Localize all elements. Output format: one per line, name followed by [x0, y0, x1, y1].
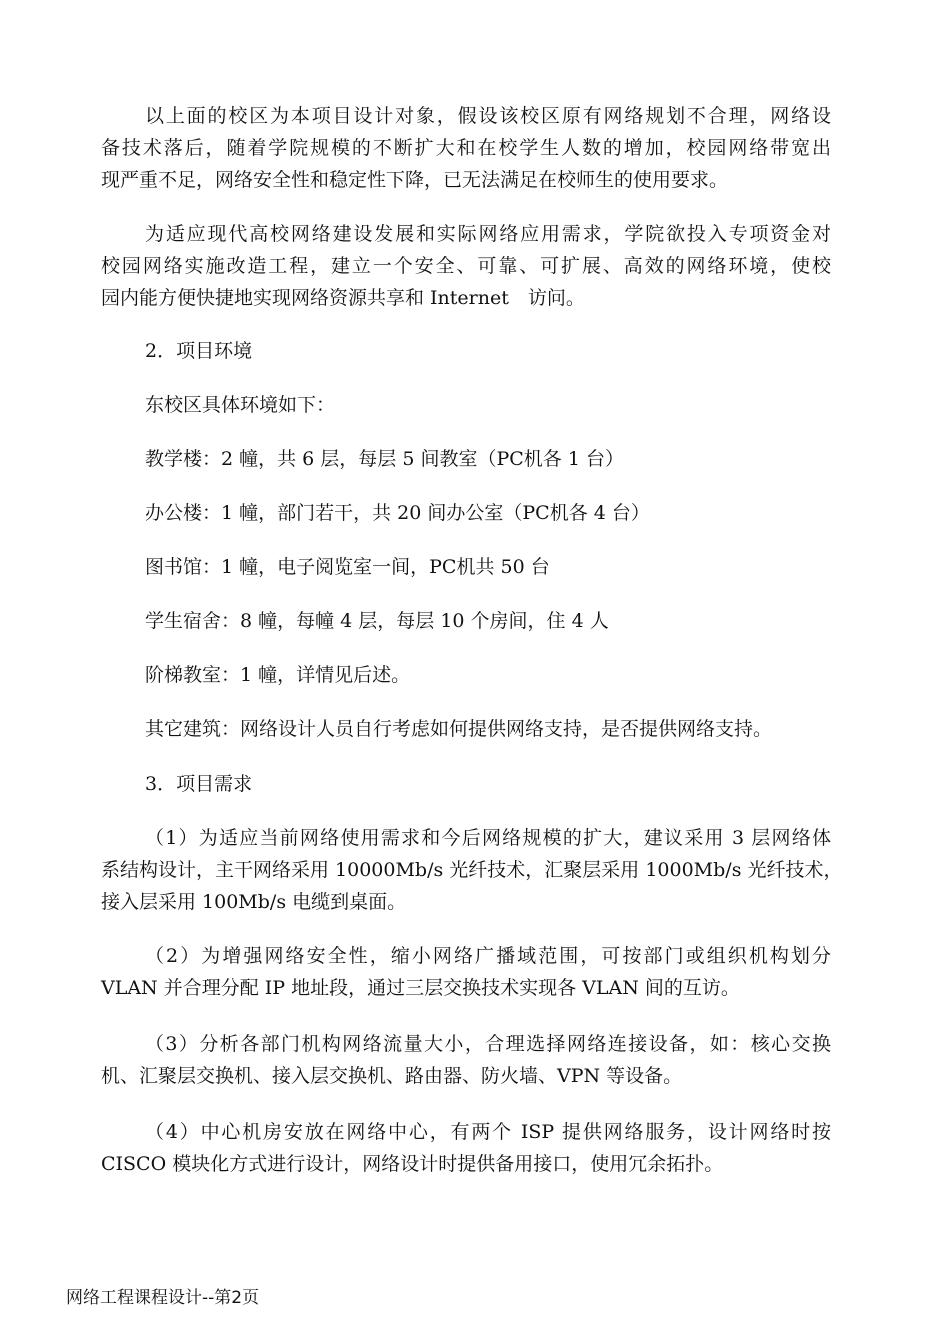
environment-item: 其它建筑：网络设计人员自行考虑如何提供网络支持，是否提供网络支持。 — [145, 718, 773, 740]
paragraph-project-goal — [101, 218, 831, 314]
requirement-2 — [101, 940, 831, 1004]
text-line: 园内能方便快捷地实现网络资源共享和 Internet 访问。 — [101, 287, 585, 309]
text-line: 系结构设计，主干网络采用 10000Mb/s 光纤技术，汇聚层采用 1000Mb/s 光纤技术， — [101, 859, 843, 881]
environment-item: 阶梯教室：1 幢，详情见后述。 — [145, 664, 411, 686]
paragraph-project-background — [101, 100, 831, 196]
text-line: 接入层采用 100Mb/s 电缆到桌面。 — [101, 891, 407, 913]
environment-item: 教学楼：2 幢，共 6 层，每层 5 间教室（PC机各 1 台） — [145, 448, 624, 470]
environment-item: 学生宿舍：8 幢，每幢 4 层，每层 10 个房间，住 4 人 — [145, 610, 609, 632]
requirement-1 — [101, 822, 843, 918]
environment-item: 图书馆：1 幢，电子阅览室一间，PC机共 50 台 — [145, 556, 550, 578]
text-line: 校园网络实施改造工程，建立一个安全、可靠、可扩展、高效的网络环境，使校 — [101, 255, 831, 277]
text-line: （1）为适应当前网络使用需求和今后网络规模的扩大，建议采用 3 层网络体 — [145, 827, 831, 849]
text-line: 机、汇聚层交换机、接入层交换机、路由器、防火墙、VPN 等设备。 — [101, 1065, 683, 1087]
text-line: 备技术落后，随着学院规模的不断扩大和在校学生人数的增加，校园网络带宽出 — [101, 137, 831, 159]
text-line: VLAN 并合理分配 IP 地址段，通过三层交换技术实现各 VLAN 间的互访。 — [101, 977, 740, 999]
section-heading-requirements: 3．项目需求 — [145, 773, 253, 795]
text-line: （3）分析各部门机构网络流量大小，合理选择网络连接设备，如：核心交换 — [145, 1033, 831, 1055]
text-line: （2）为增强网络安全性，缩小网络广播域范围，可按部门或组织机构划分 — [145, 945, 831, 967]
text-line: CISCO 模块化方式进行设计，网络设计时提供备用接口，使用冗余拓扑。 — [101, 1153, 724, 1175]
text-line: 现严重不足，网络安全性和稳定性下降，已无法满足在校师生的使用要求。 — [101, 169, 729, 191]
text-line: 以上面的校区为本项目设计对象，假设该校区原有网络规划不合理，网络设 — [145, 105, 831, 127]
environment-item: 办公楼：1 幢，部门若干，共 20 间办公室（PC机各 4 台） — [145, 502, 650, 524]
requirement-4 — [101, 1116, 831, 1180]
environment-intro: 东校区具体环境如下： — [145, 394, 336, 416]
requirement-3 — [101, 1028, 831, 1092]
text-line: （4）中心机房安放在网络中心，有两个 ISP 提供网络服务，设计网络时按 — [145, 1121, 831, 1143]
section-heading-environment: 2．项目环境 — [145, 340, 253, 362]
page-footer: 网络工程课程设计--第2页 — [66, 1288, 260, 1308]
text-line: 为适应现代高校网络建设发展和实际网络应用需求，学院欲投入专项资金对 — [145, 223, 831, 245]
